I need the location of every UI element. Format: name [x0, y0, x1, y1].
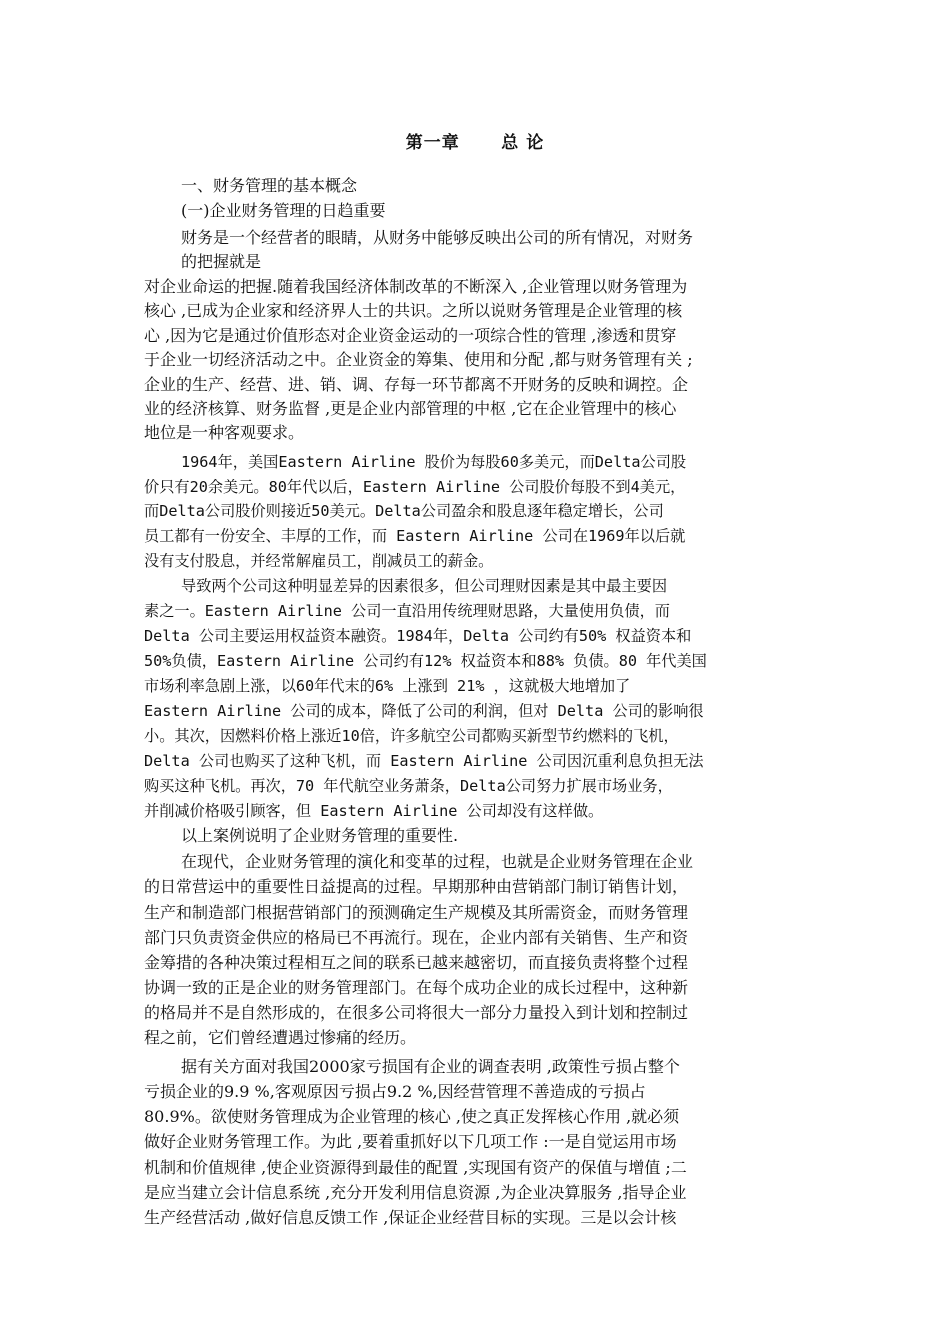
- paragraph-line: 据有关方面对我国2000家亏损国有企业的调查表明 ,政策性亏损占整个: [181, 1057, 680, 1076]
- paragraph-line: 并削减价格吸引顾客，但 Eastern Airline 公司却没有这样做。: [144, 802, 604, 820]
- paragraph-line: 购买这种飞机。再次，70 年代航空业务萧条，Delta公司努力扩展市场业务，: [144, 777, 673, 795]
- paragraph-line: 金筹措的各种决策过程相互之间的联系已越来越密切，而直接负责将整个过程: [144, 953, 689, 972]
- paragraph-line: 地位是一种客观要求。: [144, 423, 305, 442]
- paragraph-line: 亏损企业的9.9 %,客观原因亏损占9.2 %,因经营管理不善造成的亏损占: [144, 1082, 646, 1101]
- paragraph-line: Delta 公司也购买了这种飞机，而 Eastern Airline 公司因沉重利息负担无法: [144, 752, 704, 770]
- paragraph-line: Delta 公司主要运用权益资本融资。1984年，Delta 公司约有50% 权益资本和: [144, 627, 692, 645]
- paragraph-line: 没有支付股息，并经常解雇员工，削减员工的薪金。: [144, 552, 494, 570]
- paragraph-line: 导致两个公司这种明显差异的因素很多，但公司理财因素是其中最主要因: [181, 577, 667, 595]
- paragraph-line: 心 ,因为它是通过价值形态对企业资金运动的一项综合性的管理 ,渗透和贯穿: [144, 326, 677, 345]
- subsection-heading: (一)企业财务管理的日趋重要: [181, 201, 386, 220]
- paragraph-line: 的把握就是: [181, 252, 262, 271]
- paragraph-line: 是应当建立会计信息系统 ,充分开发利用信息资源 ,为企业决算服务 ,指导企业: [144, 1183, 687, 1202]
- paragraph-line: Eastern Airline 公司的成本，降低了公司的利润，但对 Delta 公司的影响很: [144, 702, 704, 720]
- paragraph-line: 财务是一个经营者的眼睛，从财务中能够反映出公司的所有情况，对财务: [181, 228, 694, 247]
- paragraph-line: 生产和制造部门根据营销部门的预测确定生产规模及其所需资金，而财务管理: [144, 903, 689, 922]
- paragraph-line: 业的经济核算、财务监督 ,更是企业内部管理的中枢 ,它在企业管理中的核心: [144, 399, 677, 418]
- paragraph-line: 而Delta公司股价则接近50美元。Delta公司盈余和股息逐年稳定增长，公司: [144, 502, 664, 520]
- paragraph-line: 80.9%。欲使财务管理成为企业管理的核心 ,使之真正发挥核心作用 ,就必须: [144, 1107, 680, 1126]
- paragraph-line: 程之前，它们曾经遭遇过惨痛的经历。: [144, 1028, 417, 1047]
- paragraph-line: 协调一致的正是企业的财务管理部门。在每个成功企业的成长过程中，这种新: [144, 978, 689, 997]
- paragraph-line: 机制和价值规律 ,使企业资源得到最佳的配置 ,实现国有资产的保值与增值 ;二: [144, 1158, 687, 1177]
- paragraph-line: 素之一。Eastern Airline 公司一直沿用传统理财思路，大量使用负债，而: [144, 602, 670, 620]
- paragraph-line: 市场利率急剧上涨，以60年代末的6% 上涨到 21% ，这就极大地增加了: [144, 677, 631, 695]
- paragraph-line: 核心 ,已成为企业家和经济界人士的共识。之所以说财务管理是企业管理的核: [144, 301, 683, 320]
- paragraph-line: 以上案例说明了企业财务管理的重要性.: [181, 826, 459, 845]
- paragraph-line: 50%负债，Eastern Airline 公司约有12% 权益资本和88% 负债。80 年代美国: [144, 652, 707, 670]
- chapter-title: 第一章 总 论: [405, 133, 545, 153]
- paragraph-line: 的格局并不是自然形成的，在很多公司将很大一部分力量投入到计划和控制过: [144, 1003, 689, 1022]
- paragraph-line: 对企业命运的把握.随着我国经济体制改革的不断深入 ,企业管理以财务管理为: [144, 277, 688, 296]
- paragraph-line: 于企业一切经济活动之中。企业资金的筹集、使用和分配 ,都与财务管理有关 ;: [144, 350, 693, 369]
- paragraph-line: 1964年，美国Eastern Airline 股价为每股60多美元，而Delta公司股: [181, 453, 687, 471]
- paragraph-line: 小。其次，因燃料价格上涨近10倍，许多航空公司都购买新型节约燃料的飞机，: [144, 727, 679, 745]
- paragraph-line: 做好企业财务管理工作。为此 ,要着重抓好以下几项工作 :一是自觉运用市场: [144, 1132, 677, 1151]
- section-heading: 一、财务管理的基本概念: [181, 176, 358, 195]
- paragraph-line: 的日常营运中的重要性日益提高的过程。早期那种由营销部门制订销售计划，: [144, 877, 689, 896]
- paragraph-line: 生产经营活动 ,做好信息反馈工作 ,保证企业经营目标的实现。三是以会计核: [144, 1208, 677, 1227]
- paragraph-line: 价只有20余美元。80年代以后，Eastern Airline 公司股价每股不到4美元，: [144, 478, 686, 496]
- paragraph-line: 企业的生产、经营、进、销、调、存每一环节都离不开财务的反映和调控。企: [144, 375, 689, 394]
- paragraph-line: 部门只负责资金供应的格局已不再流行。现在，企业内部有关销售、生产和资: [144, 928, 689, 947]
- paragraph-line: 在现代，企业财务管理的演化和变革的过程，也就是企业财务管理在企业: [181, 852, 694, 871]
- paragraph-line: 员工都有一份安全、丰厚的工作，而 Eastern Airline 公司在1969年以后就: [144, 527, 686, 545]
